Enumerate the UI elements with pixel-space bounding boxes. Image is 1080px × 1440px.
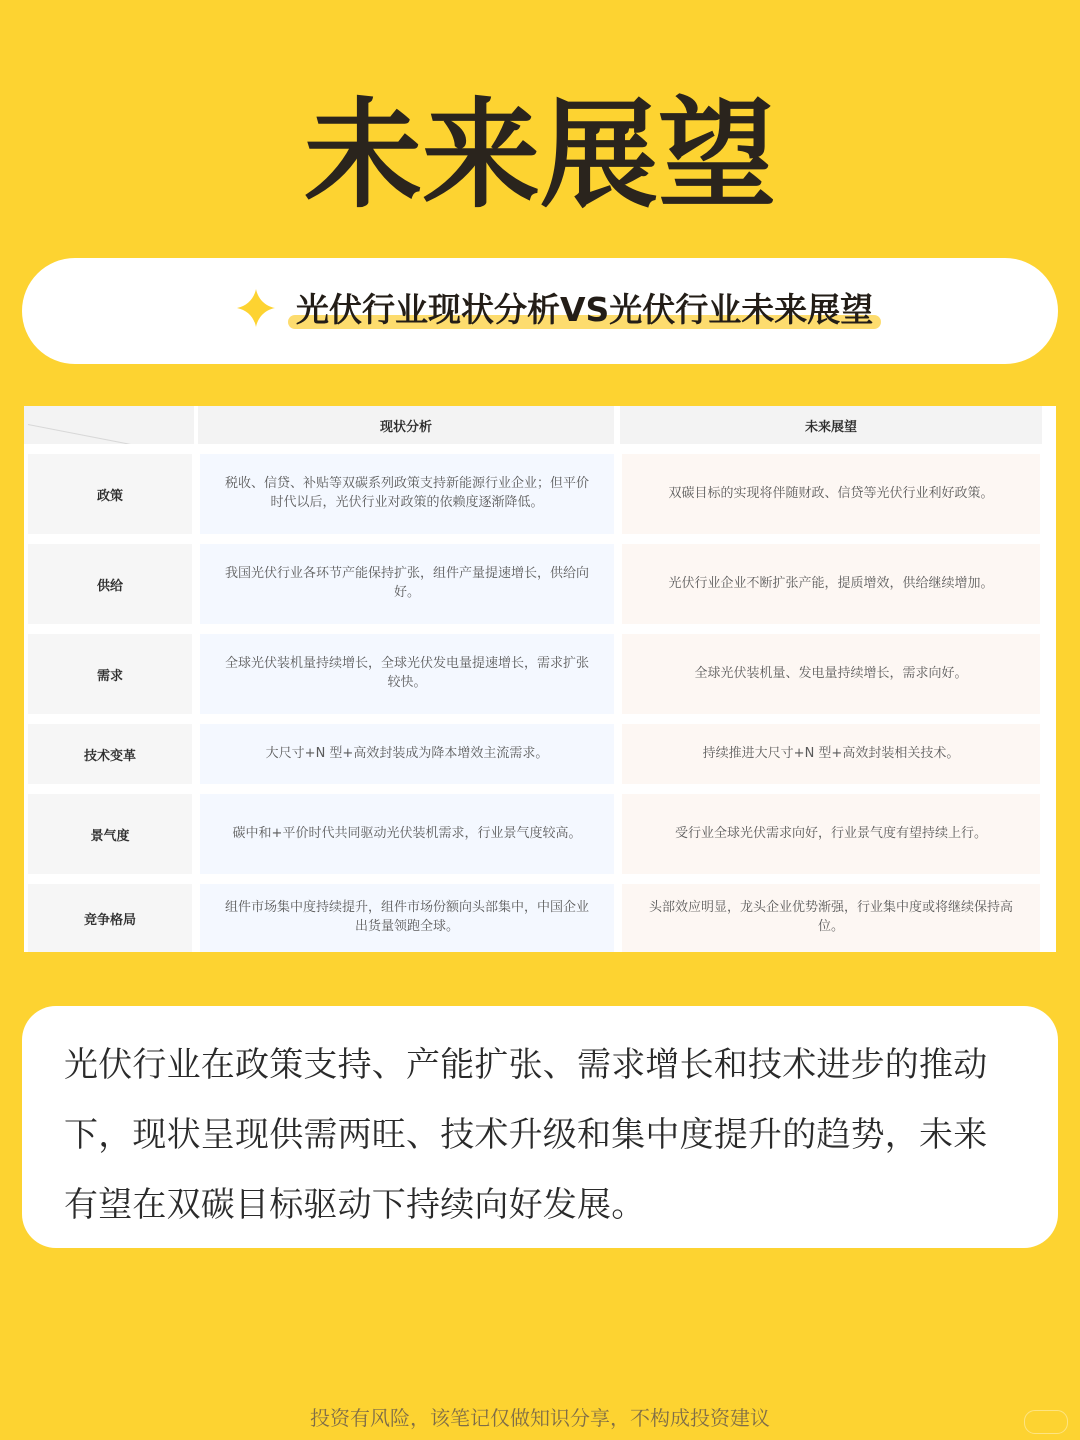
- table-header-corner: [24, 406, 194, 444]
- row-future-prosperity: 受行业全球光伏需求向好，行业景气度有望持续上行。: [622, 794, 1040, 874]
- subtitle-row: [236, 284, 881, 331]
- table-row: [24, 724, 1056, 784]
- row-future-supply: 光伏行业企业不断扩张产能，提质增效，供给继续增加。: [622, 544, 1040, 624]
- row-label-competition: 竞争格局: [28, 884, 192, 952]
- row-future-policy: 双碳目标的实现将伴随财政、信贷等光伏行业利好政策。: [622, 454, 1040, 534]
- table-row: [24, 794, 1056, 874]
- subtitle-card: [22, 258, 1058, 364]
- page-subtitle: 光伏行业现状分析VS光伏行业未来展望: [296, 290, 874, 329]
- row-label-prosperity: 景气度: [28, 794, 192, 874]
- row-current-technology: 大尺寸+N 型+高效封装成为降本增效主流需求。: [200, 724, 614, 784]
- row-current-supply: 我国光伏行业各环节产能保持扩张，组件产量提速增长，供给向好。: [200, 544, 614, 624]
- summary-text: 光伏行业在政策支持、产能扩张、需求增长和技术进步的推动下，现状呈现供需两旺、技术升级和集中度提升的趋势，未来有望在双碳目标驱动下持续向好发展。: [64, 1045, 988, 1225]
- footer-disclaimer: 投资有风险，该笔记仅做知识分享，不构成投资建议: [310, 1406, 770, 1430]
- row-current-competition: 组件市场集中度持续提升，组件市场份额向头部集中，中国企业出货量领跑全球。: [200, 884, 614, 952]
- table-row: [24, 544, 1056, 624]
- row-label-supply: 供给: [28, 544, 192, 624]
- row-current-demand: 全球光伏装机量持续增长，全球光伏发电量提速增长，需求扩张较快。: [200, 634, 614, 714]
- row-future-demand: 全球光伏装机量、发电量持续增长，需求向好。: [622, 634, 1040, 714]
- page-title: 未来展望: [303, 86, 776, 224]
- table-header-future: 未来展望: [620, 406, 1042, 444]
- table-header-row: [24, 406, 1056, 444]
- subtitle-highlight-wrap: [288, 284, 881, 331]
- table-header-current: 现状分析: [198, 406, 614, 444]
- row-future-competition: 头部效应明显，龙头企业优势渐强，行业集中度或将继续保持高位。: [622, 884, 1040, 952]
- table-row: [24, 454, 1056, 534]
- row-label-demand: 需求: [28, 634, 192, 714]
- sparkle-icon: [236, 288, 276, 328]
- row-label-technology: 技术变革: [28, 724, 192, 784]
- row-current-prosperity: 碳中和+平价时代共同驱动光伏装机需求，行业景气度较高。: [200, 794, 614, 874]
- watermark-badge: [1024, 1410, 1068, 1434]
- table-row: [24, 634, 1056, 714]
- table-row: [24, 884, 1056, 952]
- row-label-policy: 政策: [28, 454, 192, 534]
- row-future-technology: 持续推进大尺寸+N 型+高效封装相关技术。: [622, 724, 1040, 784]
- row-current-policy: 税收、信贷、补贴等双碳系列政策支持新能源行业企业；但平价时代以后，光伏行业对政策的依赖度逐渐降低。: [200, 454, 614, 534]
- summary-card: [22, 1006, 1058, 1248]
- comparison-table: [24, 406, 1056, 952]
